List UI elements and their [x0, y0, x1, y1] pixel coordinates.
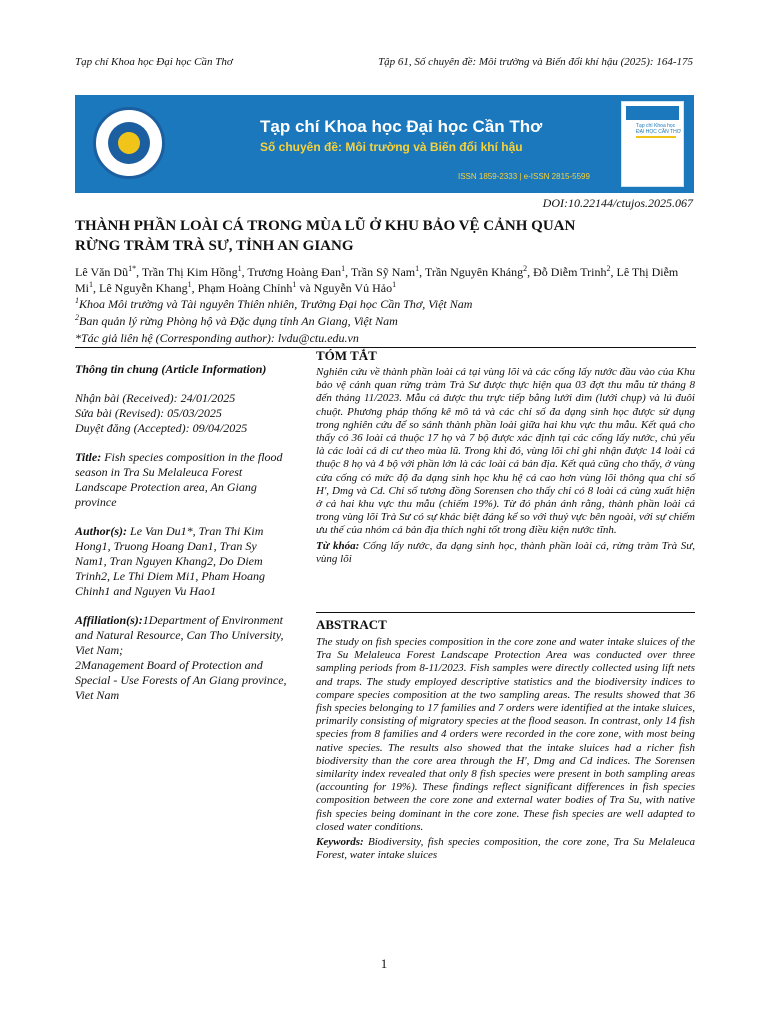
author: , Trần Thị Kim Hồng	[136, 265, 238, 279]
article-info	[75, 362, 290, 703]
author: , Phạm Hoàng Chỉnh	[191, 281, 293, 295]
english-authors	[75, 524, 290, 599]
abstract-section	[316, 636, 695, 862]
cover-text: Tạp chí Khoa học ĐẠI HỌC CẦN THƠ	[636, 123, 682, 135]
issue-info: Tập 61, Số chuyên đề: Môi trường và Biến đổi khí hậu (2025): 164-175	[378, 56, 693, 68]
author-sup: 1	[341, 264, 346, 273]
author: và Nguyễn Vủ Hảo	[296, 281, 393, 295]
doi[interactable]: DOI:10.22144/ctujos.2025.067	[542, 196, 693, 210]
received-date: Nhận bài (Received): 24/01/2025	[75, 391, 236, 405]
author-sup: 2	[606, 264, 611, 273]
author: , Lê Nguyễn Khang	[93, 281, 188, 295]
english-title	[75, 450, 290, 510]
author: , Đỗ Diễm Trinh	[527, 265, 607, 279]
abstract-heading: ABSTRACT	[316, 617, 387, 632]
tom-tat-heading: TÓM TẮT	[316, 348, 377, 363]
article-info-heading: Thông tin chung (Article Information)	[75, 362, 267, 376]
abstract-body: The study on fish species composition in the core zone and water intake sluices of the Tra Su Melaleuca Forest Landscape Protection Area was conducted over three sampling periods from 8-11/2023. Fish samples were directly collected using lift nets and traps. The study employed descriptive statistics and the biodiversity indices to compare species composition at the two sampling areas. The results showed that 36 fish species belonging to 17 families and 7 orders were identified at the intake sluices, primarily consisting of migratory species at the flood season. In contrast, only 14 fish species from 8 families and 4 orders were recorded in the core zone, with most being native species. The results also showed that the intake sluices had a richer fish biodiversity than the core area through the H', Dmg and Cd indices. The Sorensen similarity index revealed that only 8 fish species were present in both sampling areas (accounting for 19%). These findings reflect significant differences in fish species composition between the core zone and external water bodies of Tra Su, with native fish species being dominant in the core zone. These fish species are well adapted to closed water conditions.	[316, 636, 695, 833]
author-sup: 2	[523, 264, 528, 273]
author-sup: 1	[237, 264, 242, 273]
tom-tat-body: Nghiên cứu về thành phần loài cá tại vùng lõi và các cống lấy nước đầu vào của Khu bảo vệ cảnh quan rừng tràm Trà Sư được thực hiện qua 03 đợt thu mẫu từ tháng 8 đến tháng 11/2023. Mẫu cá được thu trực tiếp bằng lưới dìm (lưới chụp) và lú đuôi chuột. Phương pháp thống kê mô tả và các chỉ số đa dạng sinh học được sử dụng trong nghiên cứu để so sánh thành phần loài giữa hai khu vực thu mẫu. Kết quả cho thấy có 36 loài cá thuộc 17 họ và 7 bộ được xác định tại các cống lấy nước, chủ yếu là các loài cá di cư theo mùa lũ. Trong khi đó, vùng lõi chỉ ghi nhận được 14 loài cá thuộc 8 họ và 4 bộ với phần lớn là các loài cá bản địa. Kết quả cũng cho thấy, ở vùng cửa cống có mức độ đa dạng sinh học khu hệ cá cao hơn vùng lõi thông qua chỉ số H', Dmg và Cd. Chỉ số tương đồng Sorensen cho thấy chỉ có 8 loài cá cùng xuất hiện ở cả hai khu vực thu mẫu (chiếm 19%). Từ đó phản ánh rằng, thành phần loài cá trong vùng lõi Trà Sư có sự khác biệt đáng kể so với thuỷ vực bên ngoài, với sự chiếm ưu thế của nhóm cá bản địa thích nghi tốt trong điều kiện nước tĩnh.	[316, 366, 695, 537]
banner-subtitle: Số chuyên đề: Môi trường và Biến đổi khí hậu	[260, 140, 523, 154]
tom-tat-keywords-label: Từ khóa:	[316, 539, 360, 552]
accepted-date: Duyệt đăng (Accepted): 09/04/2025	[75, 421, 248, 435]
university-logo	[93, 107, 165, 179]
affiliation-text: Khoa Môi trường và Tài nguyên Thiên nhiên, Trường Đại học Cần Thơ, Việt Nam	[79, 297, 473, 311]
affiliation-text: Ban quản lý rừng Phòng hộ và Đặc dụng tỉnh An Giang, Việt Nam	[79, 314, 398, 328]
author: , Lê Thị Diễm Mi	[75, 265, 679, 295]
author: Lê Văn Dũ	[75, 265, 129, 279]
affiliation-text-1: 1Department of Environment and Natural Resource, Can Tho University, Viet Nam;	[75, 613, 284, 657]
author-sup: 1	[187, 280, 192, 289]
author-list	[75, 264, 695, 296]
abstract-keywords-label: Keywords:	[316, 836, 364, 849]
author: , Trần Sỹ Nam	[345, 265, 416, 279]
affiliation-sup: 1	[75, 296, 79, 305]
authors-text: Le Van Du1*, Tran Thi Kim Hong1, Truong Hoang Dan1, Tran Sy Nam1, Tran Nguyen Khang2, Do Diem Trinh2, Le Thi Diem Mi1, Pham Hoang Chinh1 and Nguyen Vu Hao1	[75, 524, 266, 598]
author-sup: 1	[415, 264, 420, 273]
page-number: 1	[380, 956, 388, 971]
author-sup: 1	[292, 280, 297, 289]
authors-label: Author(s):	[75, 524, 128, 538]
banner-issn: ISSN 1859-2333 | e-ISSN 2815-5599	[458, 172, 590, 181]
title-label: Title:	[75, 450, 102, 464]
title-text: Fish species composition in the flood season in Tra Su Melaleuca Forest Landscape Protection area, An Giang province	[75, 450, 283, 509]
affiliation-sup: 2	[75, 313, 79, 322]
author-sup: 1	[392, 280, 397, 289]
tom-tat-keywords: Cống lấy nước, đa dạng sinh học, thành phần loài cá, rừng tràm Trà Sư, vùng lõi	[316, 539, 695, 565]
tom-tat-section	[316, 366, 695, 566]
author: , Trần Nguyên Kháng	[419, 265, 524, 279]
english-affiliations	[75, 613, 290, 658]
running-header	[75, 56, 693, 68]
affiliation-text-2: 2Management Board of Protection and Special - Use Forests of An Giang province, Viet Nam	[75, 658, 287, 702]
article-title	[75, 216, 695, 256]
divider	[316, 612, 695, 613]
journal-banner	[75, 95, 694, 193]
abstract-keywords: Biodiversity, fish species composition, the core zone, Tra Su Melaleuca Forest, water intake sluices	[316, 836, 695, 862]
affiliation-label: Affiliation(s):	[75, 613, 143, 627]
title-line-1: THÀNH PHẦN LOÀI CÁ TRONG MÙA LŨ Ở KHU BẢO VỆ CẢNH QUAN	[75, 218, 576, 234]
journal-cover-thumbnail	[621, 101, 684, 187]
affiliation-2	[75, 313, 398, 329]
title-line-2: RỪNG TRÀM TRÀ SƯ, TỈNH AN GIANG	[75, 238, 354, 254]
journal-name: Tạp chí Khoa học Đại học Cần Thơ	[75, 56, 233, 68]
divider	[75, 347, 696, 348]
corresponding-author: *Tác giả liên hệ (Corresponding author): lvdu@ctu.edu.vn	[75, 331, 359, 345]
author-sup: 1*	[128, 264, 137, 273]
revised-date: Sửa bài (Revised): 05/03/2025	[75, 406, 222, 420]
author: , Trương Hoàng Đan	[241, 265, 342, 279]
banner-title: Tạp chí Khoa học Đại học Cần Thơ	[260, 117, 543, 136]
author-sup: 1	[89, 280, 94, 289]
affiliation-1	[75, 296, 472, 312]
